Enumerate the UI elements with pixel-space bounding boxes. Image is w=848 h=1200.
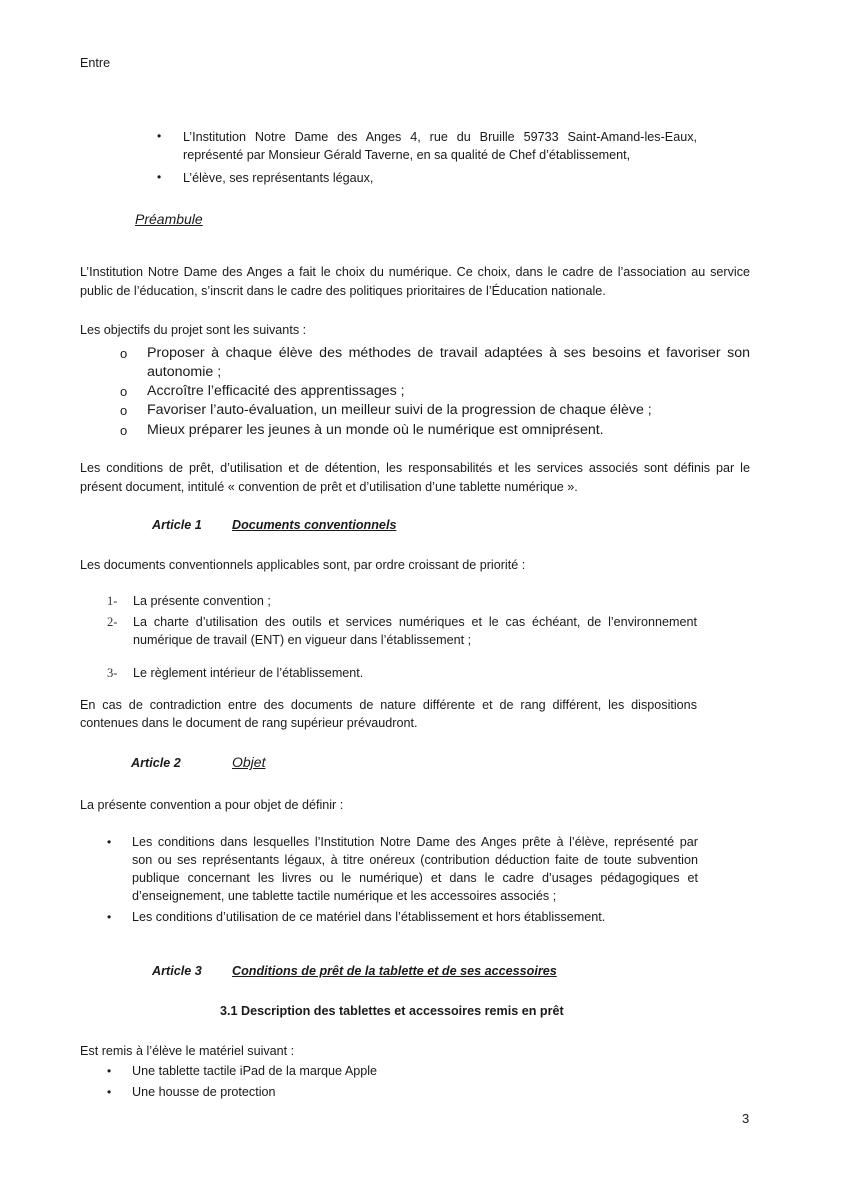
objective-1-line2: autonomie ; bbox=[147, 364, 222, 380]
circle-bullet-icon: o bbox=[120, 403, 128, 418]
party-institution-line2: représenté par Monsieur Gérald Taverne, en sa qualité de Chef d’établissement, bbox=[183, 148, 631, 162]
article3-item2: Une housse de protection bbox=[132, 1085, 276, 1099]
article2-item2: Les conditions d’utilisation de ce matériel dans l’établissement et hors établissement. bbox=[132, 910, 606, 924]
article2-item1-line3: publique concernant les livres ou le numérique) et dans le cadre d’usages pédagogiques et bbox=[132, 871, 698, 885]
article1-item1: La présente convention ; bbox=[133, 594, 271, 608]
party-eleve: L’élève, ses représentants légaux, bbox=[183, 171, 374, 185]
bullet-icon: • bbox=[157, 170, 162, 184]
article2-label: Article 2 bbox=[131, 756, 181, 770]
article3-subtitle: 3.1 Description des tablettes et accessoires remis en prêt bbox=[220, 1004, 564, 1018]
party-institution-line1: L’Institution Notre Dame des Anges 4, rue du Bruille 59733 Saint-Amand-les-Eaux, bbox=[183, 130, 697, 144]
bullet-icon: • bbox=[107, 1064, 112, 1078]
article3-label: Article 3 bbox=[152, 964, 202, 978]
bullet-icon: • bbox=[157, 129, 162, 143]
objectives-intro: Les objectifs du projet sont les suivants : bbox=[80, 323, 307, 337]
article1-closing-line2: contenues dans le document de rang supérieur prévaudront. bbox=[80, 716, 418, 730]
preambule-title: Préambule bbox=[135, 211, 203, 227]
objective-2: Accroître l’efficacité des apprentissages ; bbox=[147, 383, 405, 399]
list-number: 1- bbox=[107, 594, 118, 608]
article1-intro: Les documents conventionnels applicables sont, par ordre croissant de priorité : bbox=[80, 558, 526, 572]
article1-item2-line1: La charte d’utilisation des outils et services numériques et le cas échéant, de l’environnement bbox=[133, 615, 697, 629]
article3-item1: Une tablette tactile iPad de la marque Apple bbox=[132, 1064, 378, 1078]
objective-3: Favoriser l’auto-évaluation, un meilleur suivi de la progression de chaque élève ; bbox=[147, 402, 652, 418]
article3-title: Conditions de prêt de la tablette et de ses accessoires bbox=[232, 964, 557, 978]
article1-item2-line2: numérique de travail (ENT) en vigueur dans l’établissement ; bbox=[133, 633, 472, 647]
bullet-icon: • bbox=[107, 1085, 112, 1099]
preambule-para1-line2: public de l’éducation, s’inscrit dans le cadre des politiques prioritaires de l’Éducation nationale. bbox=[80, 284, 606, 298]
list-number: 2- bbox=[107, 615, 118, 629]
article1-closing-line1: En cas de contradiction entre des documents de nature différente et de rang différent, les dispositions bbox=[80, 698, 697, 712]
article1-item3: Le règlement intérieur de l’établissement. bbox=[133, 666, 364, 680]
objective-1-line1: Proposer à chaque élève des méthodes de travail adaptées à ses besoins et favoriser son bbox=[147, 345, 750, 361]
preambule-para1-line1: L’Institution Notre Dame des Anges a fait le choix du numérique. Ce choix, dans le cadre de l’association au service bbox=[80, 265, 750, 279]
article3-intro: Est remis à l’élève le matériel suivant : bbox=[80, 1044, 295, 1058]
article2-item1-line1: Les conditions dans lesquelles l’Institution Notre Dame des Anges prête à l’élève, représenté par bbox=[132, 835, 698, 849]
entre-heading: Entre bbox=[80, 56, 111, 70]
preambule-para2-line2: présent document, intitulé « convention de prêt et d’utilisation d’une tablette numérique ». bbox=[80, 480, 578, 494]
preambule-para2-line1: Les conditions de prêt, d’utilisation et de détention, les responsabilités et les services associés sont définis par le bbox=[80, 461, 750, 475]
article1-label: Article 1 bbox=[152, 518, 202, 532]
bullet-icon: • bbox=[107, 910, 112, 924]
article2-intro: La présente convention a pour objet de définir : bbox=[80, 798, 344, 812]
bullet-icon: • bbox=[107, 835, 112, 849]
list-number: 3- bbox=[107, 666, 118, 680]
circle-bullet-icon: o bbox=[120, 423, 128, 438]
circle-bullet-icon: o bbox=[120, 346, 128, 361]
page-number: 3 bbox=[742, 1111, 750, 1126]
objective-4: Mieux préparer les jeunes à un monde où le numérique est omniprésent. bbox=[147, 422, 604, 438]
article2-item1-line4: d’enseignement, une tablette tactile numérique et les accessoires associés ; bbox=[132, 889, 557, 903]
article2-title: Objet bbox=[232, 754, 266, 770]
circle-bullet-icon: o bbox=[120, 384, 128, 399]
article2-item1-line2: son ou ses représentants légaux, à titre onéreux (contribution déduction faite de toute subvention bbox=[132, 853, 698, 867]
article1-title: Documents conventionnels bbox=[232, 518, 397, 532]
